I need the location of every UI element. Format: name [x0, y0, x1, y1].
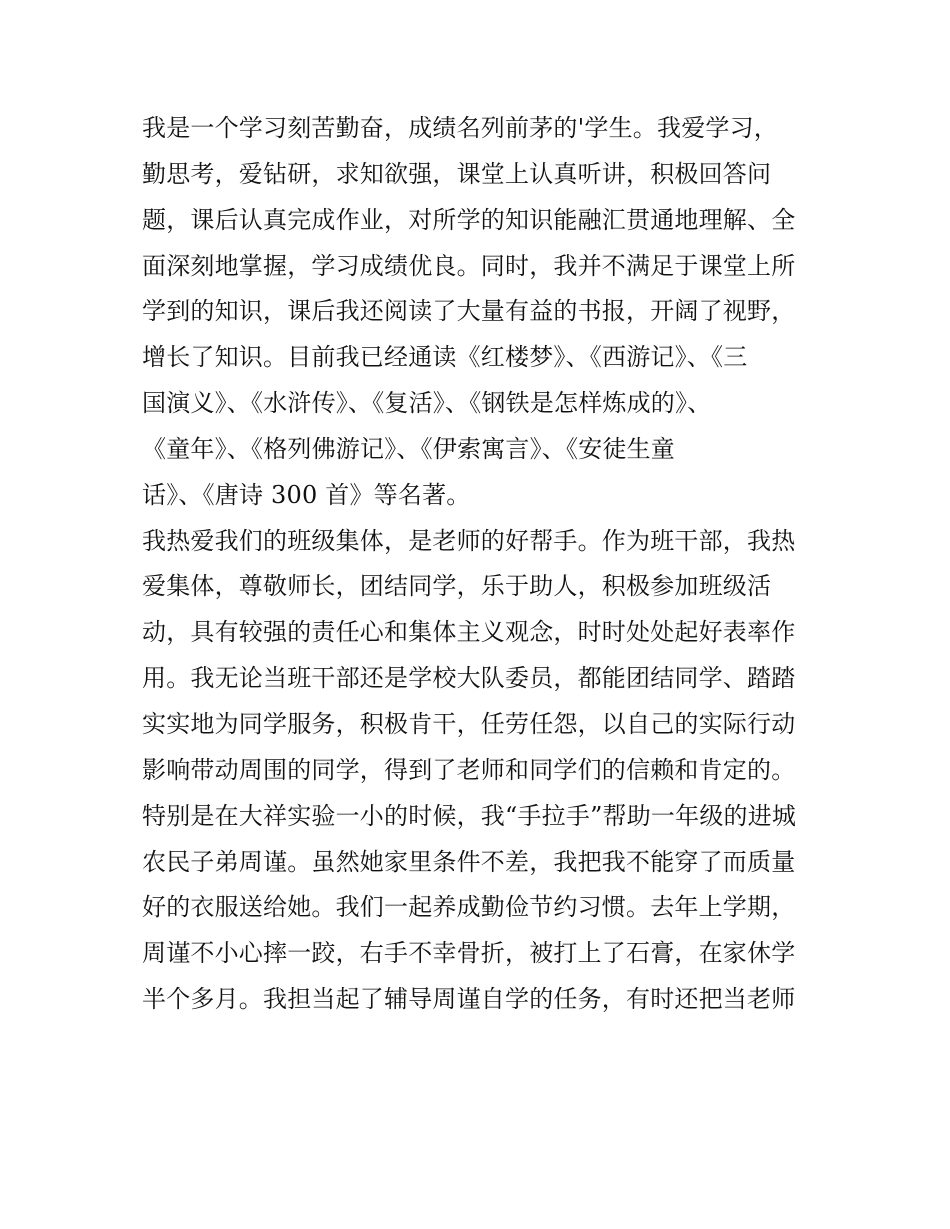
text-line: 半个多月。我担当起了辅导周谨自学的任务，有时还把当老师 [142, 985, 796, 1014]
text-line: 好的衣服送给她。我们一起养成勤俭节约习惯。去年上学期， [142, 893, 796, 922]
text-line: 话》、《唐诗 300 首》等名著。 [142, 480, 471, 509]
text-line: 实实地为同学服务，积极肯干，任劳任怨，以自己的实际行动 [142, 709, 796, 738]
text-line: 我是一个学习刻苦勤奋，成绩名列前茅的'学生。我爱学习， [142, 114, 778, 142]
text-line: 增长了知识。目前我已经通读《红楼梦》、《西游记》、《三 [142, 343, 748, 372]
text-line: 《童年》、《格列佛游记》、《伊索寓言》、《安徒生童 [142, 434, 675, 463]
text-line: 用。我无论当班干部还是学校大队委员，都能团结同学、踏踏 [142, 664, 796, 693]
text-line: 面深刻地掌握，学习成绩优良。同时，我并不满足于课堂上所 [142, 251, 796, 280]
text-line: 我热爱我们的班级集体，是老师的好帮手。作为班干部，我热 [142, 526, 796, 555]
text-line: 周谨不小心摔一跤，右手不幸骨折，被打上了石膏，在家休学 [142, 939, 796, 968]
text-line: 爱集体，尊敬师长，团结同学，乐于助人，积极参加班级活 [142, 572, 772, 601]
text-line: 影响带动周围的同学，得到了老师和同学们的信赖和肯定的。 [142, 755, 796, 784]
text-line: 勤思考，爱钻研，求知欲强，课堂上认真听讲，积极回答问 [142, 159, 772, 188]
body-text [142, 106, 822, 1023]
text-line: 学到的知识，课后我还阅读了大量有益的书报，开阔了视野， [142, 297, 796, 326]
text-line: 题，课后认真完成作业，对所学的知识能融汇贯通地理解、全 [142, 205, 796, 234]
text-line: 动，具有较强的责任心和集体主义观念，时时处处起好表率作 [142, 618, 796, 647]
text-line: 特别是在大祥实验一小的时候，我“手拉手”帮助一年级的进城 [142, 801, 797, 830]
text-line: 国演义》、《水浒传》、《复活》、《钢铁是怎样炼成的》、 [142, 389, 712, 418]
text-line: 农民子弟周谨。虽然她家里条件不差，我把我不能穿了而质量 [142, 847, 796, 876]
